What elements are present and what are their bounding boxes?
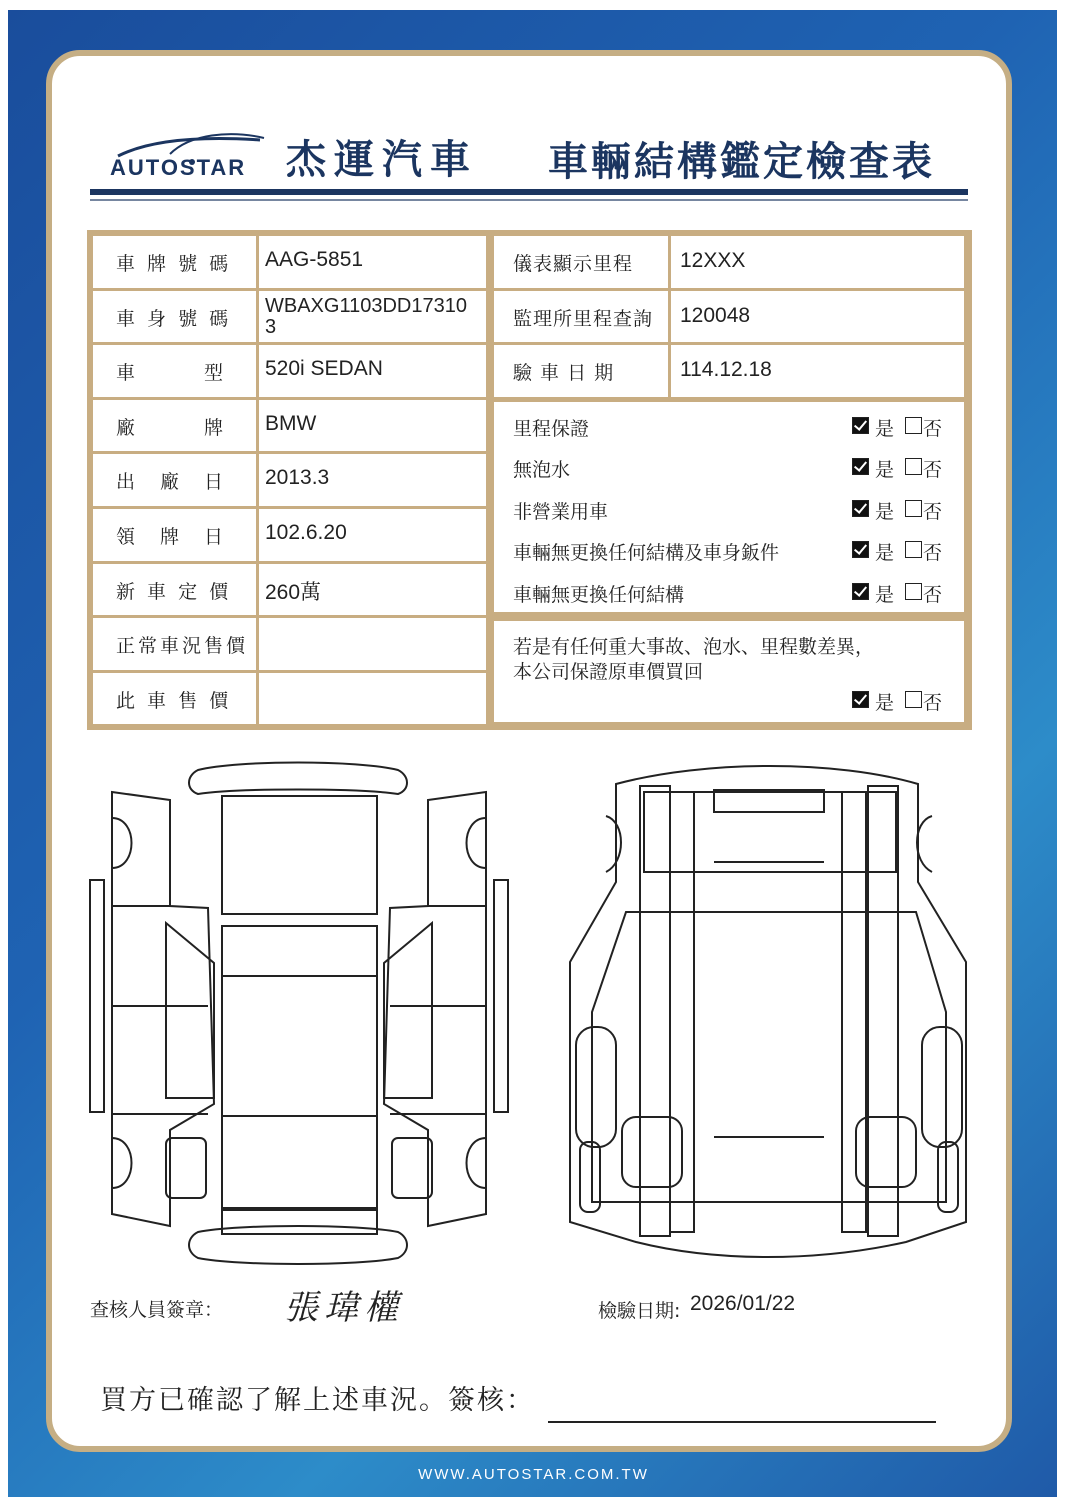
value-cell xyxy=(259,618,486,670)
row-label: 正常車況售價 xyxy=(116,635,249,658)
no-label: 否 xyxy=(923,501,943,523)
yes-checkbox[interactable] xyxy=(852,458,869,475)
no-label: 否 xyxy=(923,459,943,481)
guarantee-no-checkbox[interactable] xyxy=(905,691,922,708)
row-value: 114.12.18 xyxy=(680,358,772,382)
row-value: 102.6.20 xyxy=(265,521,347,544)
yes-label: 是 xyxy=(875,501,895,523)
logo-text: AUTOSTAR xyxy=(110,155,247,180)
no-checkbox[interactable] xyxy=(905,500,922,517)
no-checkbox[interactable] xyxy=(905,417,922,434)
signature-label: 查核人員簽章： xyxy=(90,1299,224,1321)
document-title: 車輛結構鑑定檢查表 xyxy=(548,139,935,185)
no-checkbox[interactable] xyxy=(905,583,922,600)
row-label: 驗 車 日 期 xyxy=(513,362,615,385)
yes-label: 是 xyxy=(875,418,895,440)
no-label: 否 xyxy=(923,584,943,606)
row-label: 出 廠 日 xyxy=(116,471,227,494)
row-label: 領 牌 日 xyxy=(116,526,227,548)
header-rule-thin xyxy=(90,199,968,201)
row-label: 此 車 售 價 xyxy=(116,689,232,712)
row-value: AAG-5851 xyxy=(265,248,364,271)
checklist-item-label: 車輛無更換任何結構 xyxy=(513,584,685,606)
row-label: 車 身 號 碼 xyxy=(116,307,232,330)
checklist-item-label: 非營業用車 xyxy=(513,501,609,523)
row-label: 車 型 xyxy=(116,362,227,385)
yes-label: 是 xyxy=(875,542,895,564)
row-value: 260萬 xyxy=(265,580,322,604)
row-value: 520i SEDAN xyxy=(265,357,383,381)
row-value: WBAXG1103DD17310 3 xyxy=(265,294,467,338)
guarantee-yes-label: 是 xyxy=(875,692,895,714)
guarantee-line2: 本公司保證原車價買回 xyxy=(513,661,704,683)
guarantee-no-label: 否 xyxy=(923,692,943,714)
yes-label: 是 xyxy=(875,459,895,481)
yes-checkbox[interactable] xyxy=(852,541,869,558)
row-value: 2013.3 xyxy=(265,466,330,490)
inspector-signature: 張瑋權 xyxy=(284,1288,404,1328)
yes-checkbox[interactable] xyxy=(852,417,869,434)
row-value: 120048 xyxy=(680,303,751,327)
car-frame-diagram xyxy=(566,762,972,1267)
buyer-signature-line[interactable] xyxy=(548,1421,936,1423)
row-label: 監理所里程查詢 xyxy=(513,307,654,330)
row-label: 車 牌 號 碼 xyxy=(116,253,232,275)
car-body-diagram xyxy=(88,758,513,1268)
row-label: 儀表顯示里程 xyxy=(513,253,634,275)
yes-checkbox[interactable] xyxy=(852,583,869,600)
inspection-date-value: 2026/01/22 xyxy=(690,1292,796,1315)
row-label: 廠 牌 xyxy=(116,416,227,439)
checklist-item-label: 里程保證 xyxy=(513,418,590,440)
row-value: BMW xyxy=(265,411,317,435)
guarantee-line1: 若是有任何重大事故、泡水、里程數差異， xyxy=(513,636,875,658)
value-cell xyxy=(259,673,486,725)
checklist-item-label: 無泡水 xyxy=(513,459,571,481)
no-checkbox[interactable] xyxy=(905,458,922,475)
no-label: 否 xyxy=(923,542,943,564)
inspection-date-label: 檢驗日期: xyxy=(598,1300,681,1322)
no-checkbox[interactable] xyxy=(905,541,922,558)
yes-checkbox[interactable] xyxy=(852,500,869,517)
guarantee-yes-checkbox[interactable] xyxy=(852,691,869,708)
checklist-item-label: 車輛無更換任何結構及車身鈑件 xyxy=(513,542,780,564)
company-name: 杰運汽車 xyxy=(286,137,478,183)
yes-label: 是 xyxy=(875,584,895,606)
buyer-confirm-text: 買方已確認了解上述車況。簽核： xyxy=(100,1385,535,1416)
row-label: 新 車 定 價 xyxy=(116,580,232,603)
header-rule xyxy=(90,189,968,195)
footer-url[interactable]: WWW.AUTOSTAR.COM.TW xyxy=(418,1466,649,1483)
row-value: 12XXX xyxy=(680,249,746,272)
no-label: 否 xyxy=(923,418,943,440)
